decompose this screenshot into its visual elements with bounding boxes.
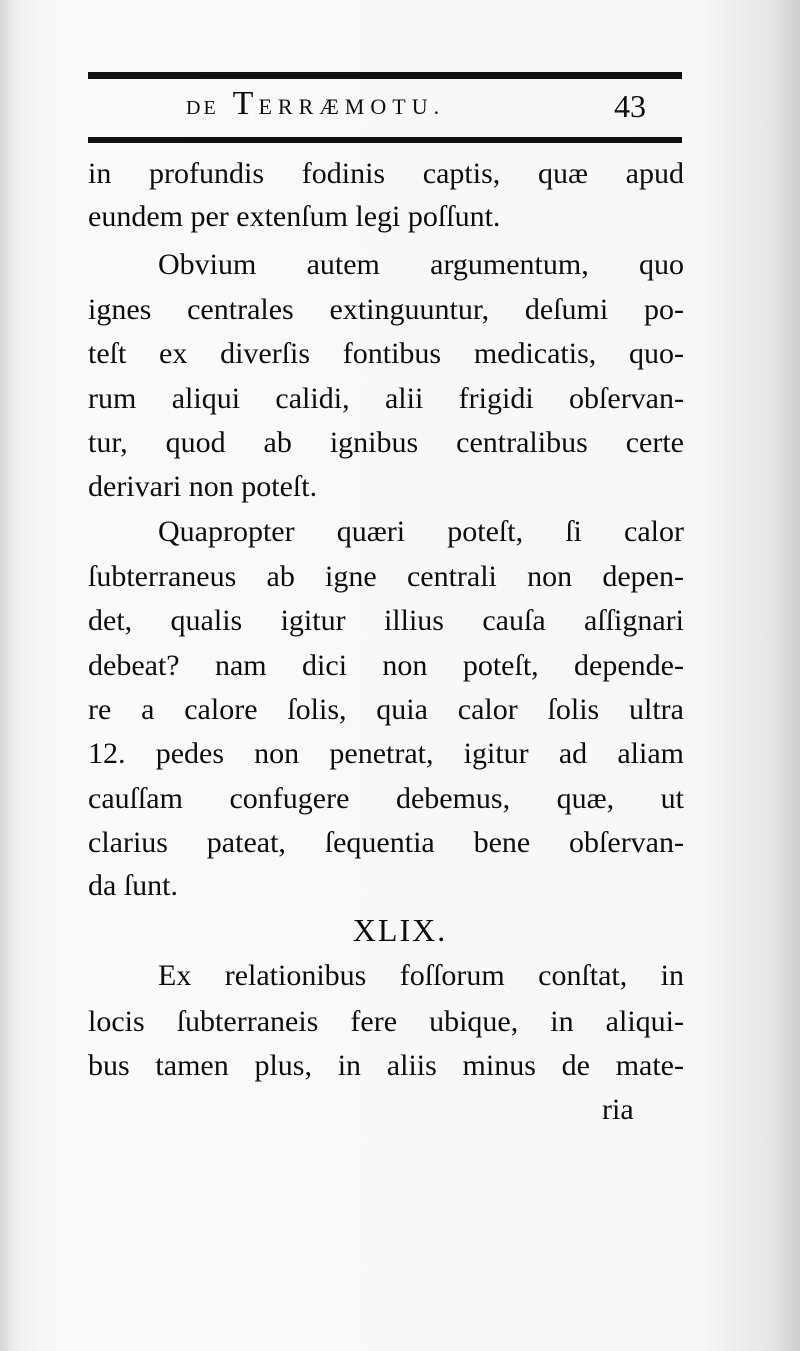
text-line: locis ſubterraneis fere ubique, in aliqui- xyxy=(88,1005,684,1038)
text-line: tur, quod ab ignibus centralibus certe xyxy=(88,426,684,459)
running-head-title-initial: T xyxy=(232,85,259,122)
text-line: ſubterraneus ab igne centrali non depen- xyxy=(88,560,684,593)
text-line: eundem per extenſum legi poſſunt. xyxy=(88,200,501,233)
text-line: bus tamen plus, in aliis minus de mate- xyxy=(88,1049,684,1082)
text-line: rum aliqui calidi, alii frigidi obſervan- xyxy=(88,382,684,415)
text-line: derivari non poteſt. xyxy=(88,470,318,503)
running-head xyxy=(186,82,445,130)
page-number: 43 xyxy=(614,88,646,124)
text-line: ignes centrales extinguuntur, deſumi po- xyxy=(88,293,684,326)
text-line: re a calore ſolis, quia calor ſolis ultra xyxy=(88,693,684,726)
running-head-title-rest: ERRÆMOTU. xyxy=(258,94,446,119)
text-line: Ex relationibus foſſorum conſtat, in xyxy=(158,959,684,992)
text-line: 12. pedes non penetrat, igitur ad aliam xyxy=(88,737,684,770)
text-line: debeat? nam dici non poteſt, depende- xyxy=(88,649,684,682)
section-heading: XLIX. xyxy=(352,912,448,948)
header-rule-bottom xyxy=(88,137,682,143)
text-line: det, qualis igitur illius cauſa aſſignari xyxy=(88,604,684,637)
text-line: Quapropter quæri poteſt, ſi calor xyxy=(158,515,684,548)
text-line: Obvium autem argumentum, quo xyxy=(158,248,684,281)
catchword: ria xyxy=(602,1093,634,1126)
running-head-prefix: DE xyxy=(186,97,219,119)
text-line: in profundis fodinis captis, quæ apud xyxy=(88,157,684,190)
text-line: teſt ex diverſis fontibus medicatis, quo- xyxy=(88,337,684,370)
text-line: cauſſam confugere debemus, quæ, ut xyxy=(88,782,684,815)
header-rule-top xyxy=(88,72,682,79)
text-line: da ſunt. xyxy=(88,869,178,902)
text-line: clarius pateat, ſequentia bene obſervan- xyxy=(88,826,684,859)
